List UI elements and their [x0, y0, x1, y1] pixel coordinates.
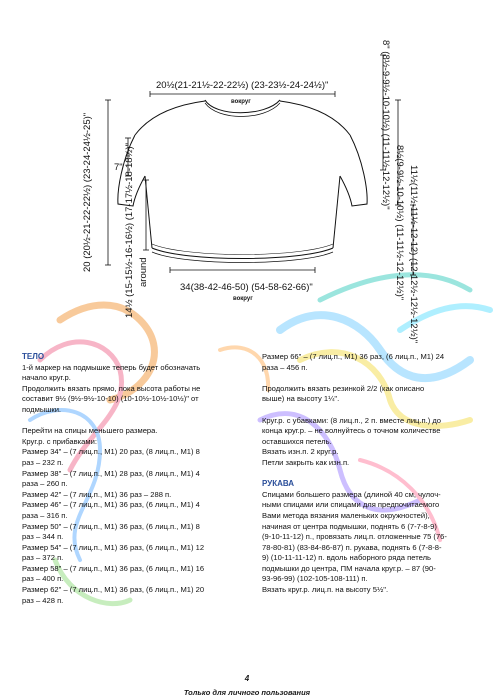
right-text-line: Петли закрыть как изн.п. [262, 457, 350, 467]
left-text-line: Продолжить вязать прямо, пока высота работы не [22, 383, 201, 393]
neck-around-label: вокруг [231, 99, 251, 105]
right-spacer [262, 373, 478, 384]
right-text-line: Размер 66" – (7 лиц.п., М1) 36 раз, (6 лиц.п., М1) 24 [262, 352, 445, 361]
right-text-line: 93-96-99) (102-105-108-111) п. [262, 574, 368, 584]
left-text-line: раз – 400 п. [22, 574, 64, 584]
page-number: 4 [244, 674, 250, 683]
right-text-line: Круг.р. с убавками: (8 лиц.п., 2 п. вместе лиц.п.) до [262, 415, 442, 425]
left-text-line: раза – 316 п. [22, 510, 68, 520]
section-heading: РУКАВА [262, 479, 295, 489]
left-text-line: Перейти на спицы меньшего размера. [22, 426, 158, 436]
left-text-line: начало круг.р. [22, 373, 71, 383]
right-text-line: раза – 456 п. [262, 362, 308, 372]
left-text-line: 1-й маркер на подмышке теперь будет обозначать [22, 362, 201, 372]
left-text-line: Размер 46" – (7 лиц.п., М1) 36 раз, (6 лиц.п., М1) 4 [22, 500, 200, 510]
left-text-line: раз – 372 п. [22, 553, 64, 563]
right-text-line: выше) на высоту 1¼". [262, 394, 340, 404]
right-text-line: начиная от центра подмышки, поднять 6 (7-7-8-9) [262, 521, 437, 531]
right-text-line: подмышки до центра, ПМ начала круг.р. – 87 (90- [262, 563, 436, 573]
hem-around-label: вокруг [233, 296, 253, 302]
right-text-line: Вами метода вязания маленьких окружностей), [262, 510, 430, 520]
top-width-label: 20½(21-21½-22-22½) (23-23½-24-24½)" [156, 80, 329, 91]
body-length-label: 14½ (15-15½-16-16½) (17-17½-18-18½)" [124, 142, 135, 318]
section-heading: ТЕЛО [22, 352, 45, 361]
left-text-line: Размер 34" – (7 лиц.п., М1) 20 раз, (8 лиц.п., М1) 8 [22, 447, 200, 457]
left-text-line: Размер 58" – (7 лиц.п., М1) 36 раз, (6 лиц.п., М1) 16 [22, 563, 205, 573]
left-text-line: Круг.р. с прибавками: [22, 436, 97, 446]
total-length-label: 20 (20½-21-22-22½) (23-24-24½-25)" [82, 112, 93, 272]
right-text-line: Вязать изн.п. 2 круг.р. [262, 447, 339, 457]
right-text-line: 9) (10-11-11-12) п. вдоль наборного ряда петель [262, 553, 431, 563]
body-around-label: around [138, 257, 149, 287]
right-text-line: 78-80-81) (83-84-86-87) п. рукава, поднять 6 (7-8-8- [262, 542, 442, 552]
left-text-line: раз – 344 п. [22, 532, 64, 542]
right-mid-measure-label: 8½(9-9½-10-10½) (11-11½-12-12½)" [394, 145, 405, 301]
left-text-line: подмышки. [22, 404, 62, 414]
left-text-line: Размер 50" – (7 лиц.п., М1) 36 раз, (6 лиц.п., М1) 8 [22, 521, 200, 531]
left-text-line: раз – 232 п. [22, 457, 64, 467]
left-text-line: составит 9½ (9½-9½-10-10) (10-10½-10½-10½)" от [22, 394, 199, 404]
right-spacer [262, 469, 478, 480]
left-text-line: раза – 260 п. [22, 479, 68, 489]
right-text-line: конца круг.р. – не волнуйтесь о точном количестве [262, 426, 441, 436]
hem-width-label: 34(38-42-46-50) (54-58-62-66)" [180, 282, 313, 293]
left-text-line: Размер 62" – (7 лиц.п., М1) 36 раз, (6 лиц.п., М1) 20 [22, 585, 205, 595]
right-text-column [262, 352, 478, 596]
left-text-column [22, 352, 248, 606]
right-spacer [262, 405, 478, 416]
right-text-line: Продолжить вязать резинкой 2/2 (как описано [262, 383, 425, 393]
footer-note: Только для личного пользования [183, 688, 311, 697]
right-text-line: Спицами большего размера (длиной 40 см, чулоч- [262, 489, 441, 499]
left-text-line: Размер 54" – (7 лиц.п., М1) 36 раз, (6 лиц.п., М1) 12 [22, 542, 205, 552]
armhole-depth-label: 7" [114, 162, 123, 173]
sweater-schematic [0, 0, 494, 310]
left-text-line: Размер 38" – (7 лиц.п., М1) 28 раз, (8 лиц.п., М1) 4 [22, 468, 200, 478]
left-spacer [22, 416, 248, 427]
right-text-line: оставшихся петель. [262, 436, 332, 446]
right-top-measure-label: 8" (8½-9-9½-10-10½) (11-11½-12-12½)" [380, 40, 391, 210]
right-text-line: ными спицами или спицами для предпочитаемого [262, 500, 440, 510]
left-text-line: Размер 42" – (7 лиц.п., М1) 36 раз – 288 п. [22, 489, 172, 499]
left-text-line: раз – 428 п. [22, 595, 64, 605]
right-bottom-measure-label: 11½(11½-11½-12-12) (12-12½-12½-12½)" [408, 165, 419, 344]
right-text-line: Вязать круг.р. лиц.п. на высоту 5½". [262, 585, 389, 595]
right-text-line: (9-10-11-12) п., провязать лиц.п. отложенные 75 (76- [262, 532, 447, 542]
